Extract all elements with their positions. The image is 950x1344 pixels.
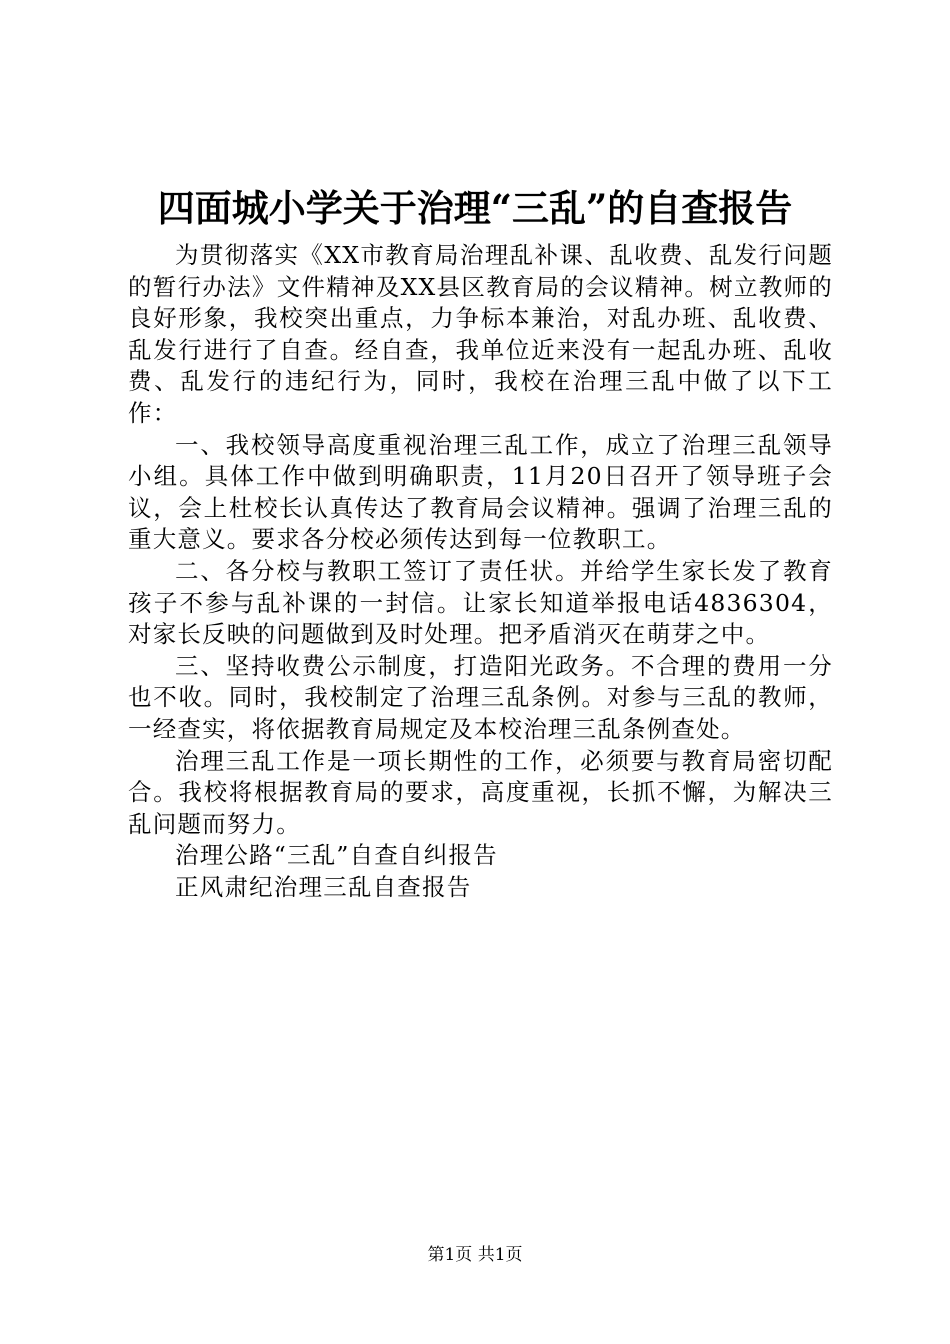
related-link-2[interactable]: 正风肃纪治理三乱自查报告 bbox=[175, 872, 472, 901]
paragraph-item-2: 二、各分校与教职工签订了责任状。并给学生家长发了教育孩子不参与乱补课的一封信。让家长知道举报电话4836304，对家长反映的问题做到及时处理。把矛盾消灭在萌芽之中。 bbox=[128, 556, 833, 649]
paragraph-item-1: 一、我校领导高度重视治理三乱工作，成立了治理三乱领导小组。具体工作中做到明确职责，11月20日召开了领导班子会议，会上杜校长认真传达了教育局会议精神。强调了治理三乱的重大意义。要求各分校必须传达到每一位教职工。 bbox=[128, 430, 833, 554]
paragraph-conclusion: 治理三乱工作是一项长期性的工作，必须要与教育局密切配合。我校将根据教育局的要求，高度重视，长抓不懈，为解决三乱问题而努力。 bbox=[128, 746, 833, 838]
related-link-1[interactable]: 治理公路“三乱”自查自纠报告 bbox=[175, 841, 498, 870]
paragraph-intro: 为贯彻落实《XX市教育局治理乱补课、乱收费、乱发行问题的暂行办法》文件精神及XX县区教育局的会议精神。树立教师的良好形象，我校突出重点，力争标本兼治，对乱办班、乱收费、乱发行进行了自查。经自查，我单位近来没有一起乱办班、乱收费、乱发行的违纪行为，同时，我校在治理三乱中做了以下工作： bbox=[128, 241, 833, 427]
document-title: 四面城小学关于治理“三乱”的自查报告 bbox=[157, 186, 793, 230]
document-body bbox=[128, 240, 833, 903]
paragraph-item-3: 三、坚持收费公示制度，打造阳光政务。不合理的费用一分也不收。同时，我校制定了治理三乱条例。对参与三乱的教师，一经查实，将依据教育局规定及本校治理三乱条例查处。 bbox=[128, 651, 833, 743]
page-number-footer: 第1页 共1页 bbox=[427, 1245, 523, 1265]
